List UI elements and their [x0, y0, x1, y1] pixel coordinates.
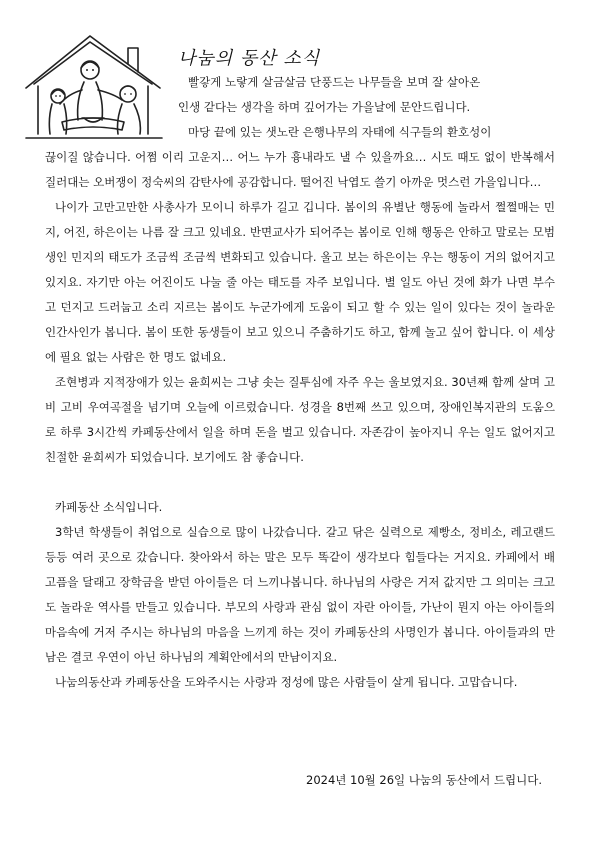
paragraph-autumn: 끊이질 않습니다. 어쩜 이리 고운지… 어느 누가 흉내라도 낼 수 있을까요… 시도 때도 없이 반복해서 질러대는 오버쟁이 정숙씨의 감탄사에 공감합니다. 떨어진 낙엽도 쓸기 아까운 멋스런 가을입니다…: [45, 150, 555, 189]
paragraph-children: 나이가 고만고만한 사총사가 모이니 하루가 길고 깁니다. 봄이의 유별난 행동에 놀라서 쩔쩔매는 민지, 어진, 하은이는 나름 잘 크고 있네요. 반면교사가 되어주는 봄이로 인해 행동은 안하고 말로는 모범생인 민지의 태도가 조금씩 조금씩 변화되고 있습니다. 울고 보는 하은이는 우는 행동이 거의 없어지고 있지요. 자기만 아는 어진이도 나눌 줄 아는 태도를 자주 보입니다. 별 일도 아닌 것에 화가 나면 부수고 던지고 드러눕고 소리 지르는 봄이도 누군가에게 도움이 되고 할 수 있는 일이 있다는 것이 놀라운 인간사인가 봅니다. 봄이 또한 동생들이 보고 있으니 주춤하기도 하고, 함께 놀고 싶어 합니다. 이 세상에 필요 없는 사람은 한 명도 없네요.: [45, 200, 555, 364]
paragraph-cafe-students: 3학년 학생들이 취업으로 실습으로 많이 나갔습니다. 갈고 닦은 실력으로 제빵소, 정비소, 레고랜드 등등 여러 곳으로 갔습니다. 찾아와서 하는 말은 모두 똑같이 생각보다 힘들다는 거지요. 카페에서 배고픔을 달래고 장학금을 받던 아이들은 더 느끼나봅니다. 하나님의 사랑은 거저 값지만 그 의미는 크고도 놀라운 역사를 만들고 있습니다. 부모의 사랑과 관심 없이 자란 아이들, 가난이 뭔지 아는 아이들의 마음속에 거저 주시는 하나님의 마음을 느끼게 하는 것이 카페동산의 사명인가 봅니다. 아이들과의 만남은 결코 우연이 아닌 하나님의 계획안에서의 만남이지요.: [45, 525, 556, 664]
closing-signature: 2024년 10월 26일 나눔의 동산에서 드립니다.: [306, 773, 542, 787]
paragraph-yunhee: 조현병과 지적장애가 있는 윤희씨는 그냥 솟는 질투심에 자주 우는 울보였지요. 30년째 함께 살며 고비 고비 우여곡절을 넘기며 오늘에 이르렀습니다. 성경을 8번째 쓰고 있으며, 장애인복지관의 도움으로 하루 3시간씩 카페동산에서 일을 하며 돈을 벌고 있습니다. 자존감이 높아지니 우는 일도 없어지고 친절한 윤희씨가 되었습니다. 보기에도 참 좋습니다.: [45, 375, 555, 464]
paragraph-cafe-heading: 카페동산 소식입니다.: [55, 500, 163, 514]
intro-line: 마당 끝에 있는 샛노란 은행나무의 자태에 식구들의 환호성이: [188, 125, 492, 139]
newsletter-title: 나눔의 동산 소식: [178, 48, 321, 69]
paragraph-thanks: 나눔의동산과 카페동산을 도와주시는 사랑과 정성에 많은 사람들이 살게 됩니다. 고맙습니다.: [55, 675, 518, 689]
intro-line: 빨갛게 노랗게 살금살금 단풍드는 나무들을 보며 잘 살아온: [188, 75, 481, 89]
intro-block: [178, 70, 562, 145]
intro-line: 인생 같다는 생각을 하며 깊어가는 가을날에 문안드립니다.: [178, 100, 471, 114]
paragraph-gap: [45, 470, 555, 495]
family-house-illustration: [18, 30, 168, 148]
newsletter-body-main: [45, 145, 555, 695]
